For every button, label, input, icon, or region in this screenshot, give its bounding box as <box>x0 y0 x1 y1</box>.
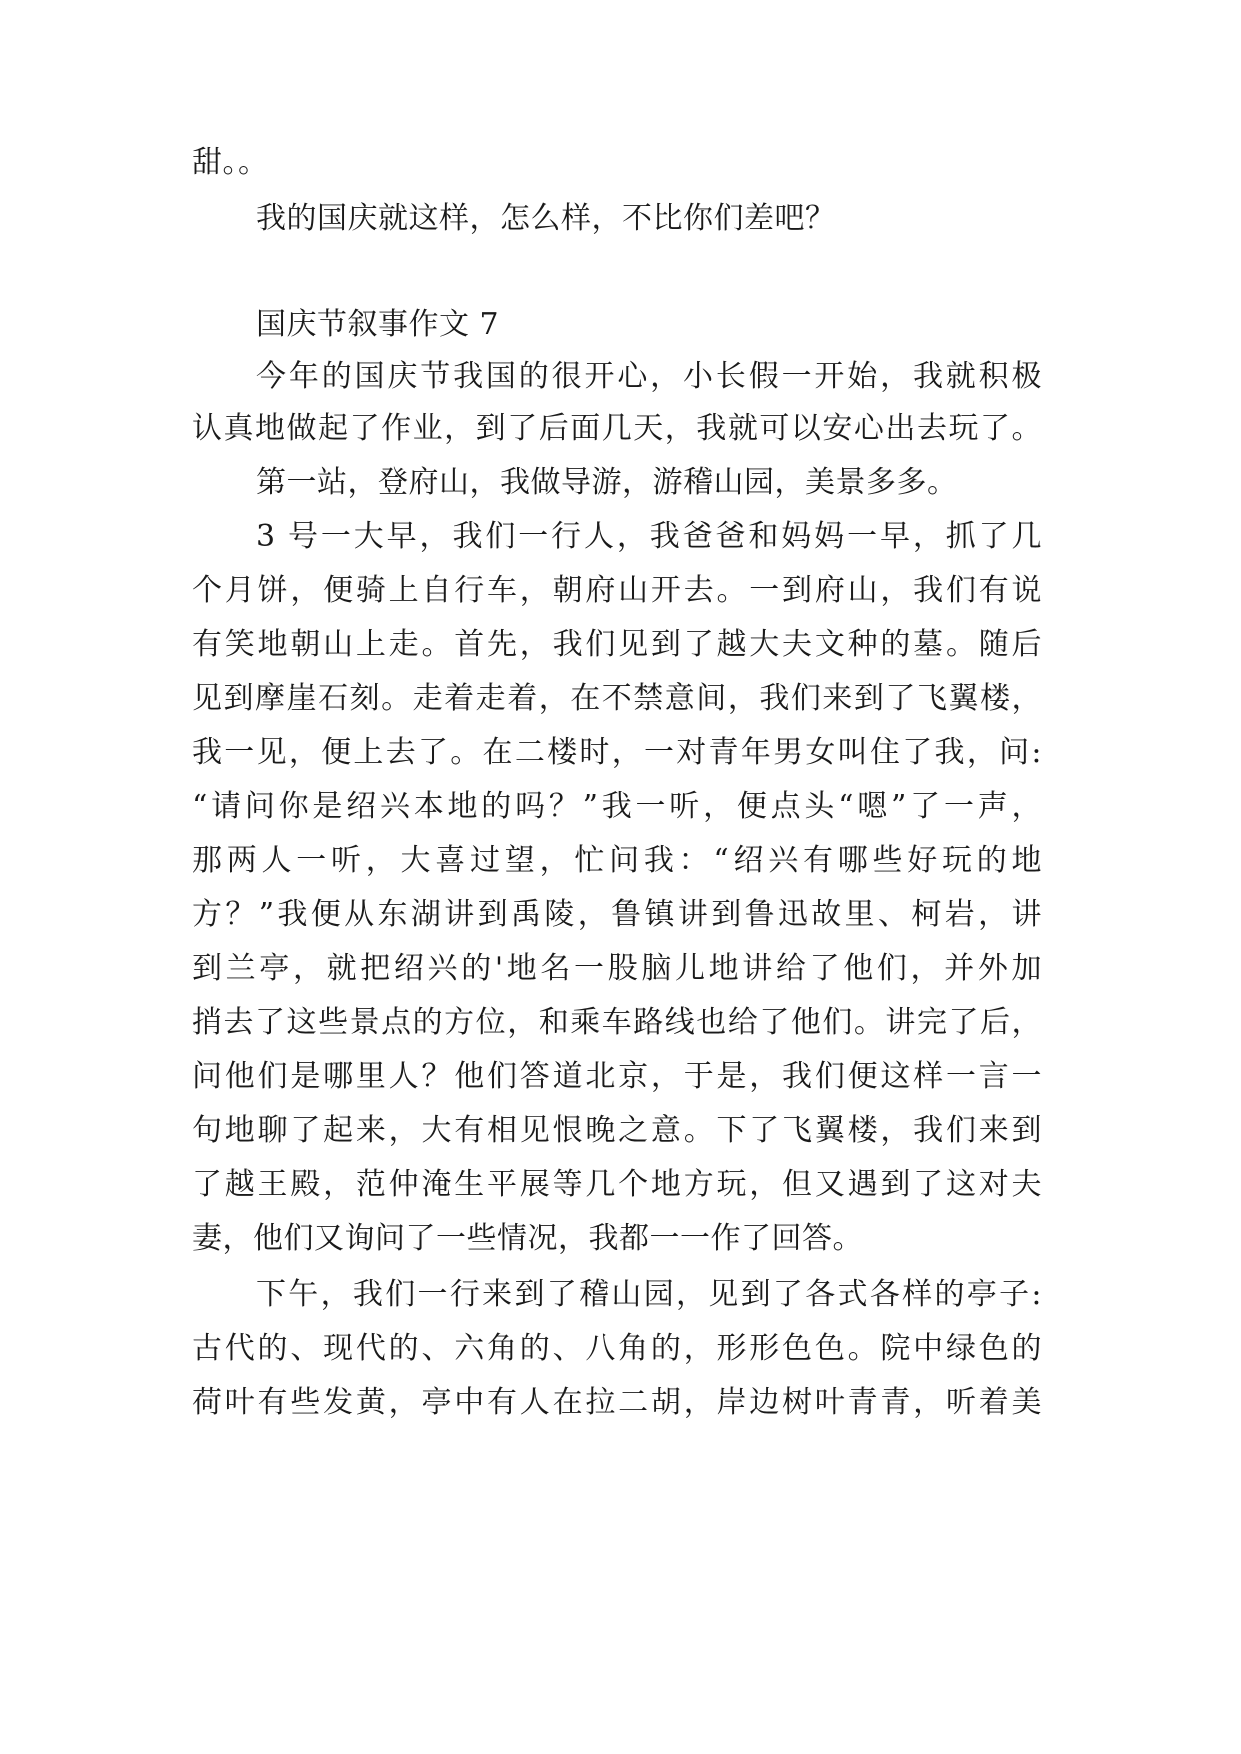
essay-title: 国庆节叙事作文 7 <box>256 307 500 342</box>
paragraph-3-line-5: 我一见，便上去了。在二楼时，一对青年男女叫住了我，问: <box>192 735 1042 770</box>
paragraph-3-line-11: 问他们是哪里人？他们答道北京，于是，我们便这样一言一 <box>192 1059 1042 1094</box>
paragraph-3-line-13: 了越王殿，范仲淹生平展等几个地方玩，但又遇到了这对夫 <box>192 1167 1042 1202</box>
paragraph-3-line-8: 方？”我便从东湖讲到禹陵，鲁镇讲到鲁迅故里、柯岩，讲 <box>192 897 1042 932</box>
paragraph-4-line-2: 古代的、现代的、六角的、八角的，形形色色。院中绿色的 <box>192 1331 1042 1366</box>
paragraph-3-line-3: 有笑地朝山上走。首先，我们见到了越大夫文种的墓。随后 <box>192 627 1042 662</box>
paragraph-4-line-1: 下午，我们一行来到了稽山园，见到了各式各样的亭子: <box>256 1277 1042 1312</box>
closing-line: 我的国庆就这样，怎么样，不比你们差吧？ <box>256 201 836 236</box>
paragraph-3-line-1: 3 号一大早，我们一行人，我爸爸和妈妈一早，抓了几 <box>256 519 1042 554</box>
paragraph-3-line-9: 到兰亭，就把绍兴的'地名一股脑儿地讲给了他们，并外加 <box>192 951 1042 986</box>
paragraph-1-line-1: 今年的国庆节我国的很开心，小长假一开始，我就积极 <box>256 359 1042 394</box>
paragraph-4-line-3: 荷叶有些发黄，亭中有人在拉二胡，岸边树叶青青，听着美 <box>192 1385 1042 1420</box>
paragraph-1-line-2: 认真地做起了作业，到了后面几天，我就可以安心出去玩了。 <box>192 411 1042 446</box>
paragraph-2-line-1: 第一站，登府山，我做导游，游稽山园，美景多多。 <box>256 465 958 500</box>
paragraph-3-line-4: 见到摩崖石刻。走着走着，在不禁意间，我们来到了飞翼楼， <box>192 681 1042 716</box>
paragraph-3-line-14: 妻，他们又询问了一些情况，我都一一作了回答。 <box>192 1221 863 1256</box>
paragraph-3-line-12: 句地聊了起来，大有相见恨晚之意。下了飞翼楼，我们来到 <box>192 1113 1042 1148</box>
paragraph-3-line-10: 捎去了这些景点的方位，和乘车路线也给了他们。讲完了后， <box>192 1005 1042 1040</box>
paragraph-3-line-6: “请问你是绍兴本地的吗？”我一听，便点头“嗯”了一声， <box>192 789 1042 824</box>
continuation-line: 甜。。 <box>192 145 269 180</box>
paragraph-3-line-7: 那两人一听，大喜过望，忙问我：“绍兴有哪些好玩的地 <box>192 843 1042 878</box>
paragraph-3-line-2: 个月饼，便骑上自行车，朝府山开去。一到府山，我们有说 <box>192 573 1042 608</box>
